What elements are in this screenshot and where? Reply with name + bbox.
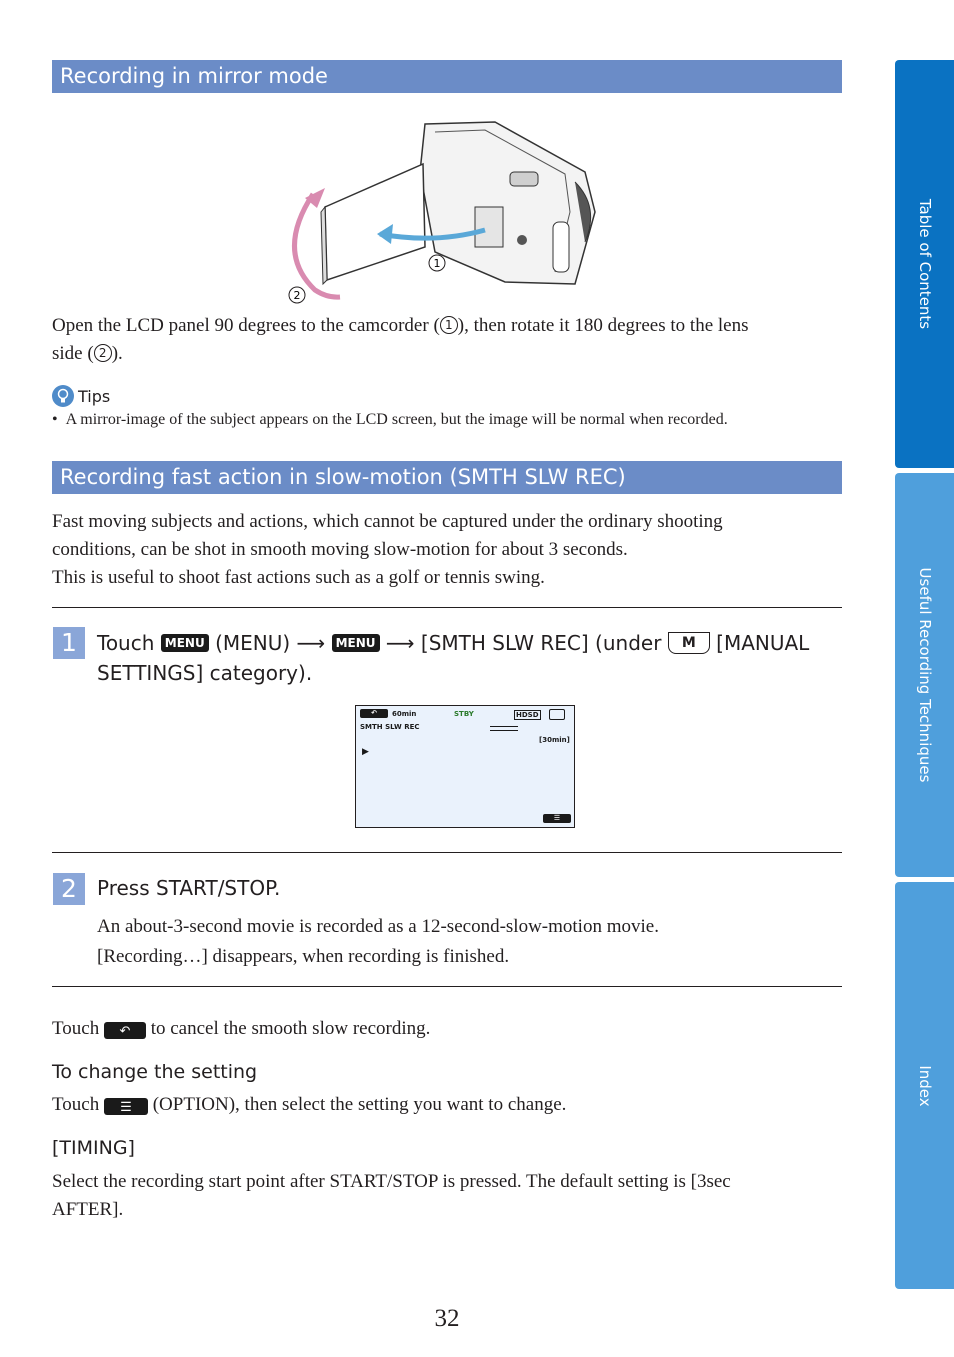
timing-description: Select the recording start point after START/STOP is pressed. The default setting is [3sec AFTER]. (52, 1171, 731, 1220)
option-icon[interactable]: ☰ (104, 1098, 148, 1115)
tab-table-of-contents[interactable] (895, 60, 954, 468)
lcd-screen-preview (355, 705, 575, 828)
circled-number-1: 1 (440, 316, 458, 334)
manual-settings-icon: M (668, 632, 710, 654)
remaining-time: [30min] (539, 736, 570, 744)
section-heading-slow-motion: Recording fast action in slow-motion (SMTH SLW REC) (52, 461, 842, 494)
timing-heading: [TIMING] (52, 1137, 135, 1159)
callout-2: 2 (293, 289, 301, 302)
tab-useful-recording-techniques[interactable] (895, 473, 954, 877)
lightbulb-icon (52, 385, 74, 407)
camcorder-illustration (285, 112, 605, 312)
mirror-mode-instructions: Open the LCD panel 90 degrees to the camcorder ( 1 ), then rotate it 180 degrees to the lens side ( 2 ). (52, 315, 749, 364)
section-heading-mirror: Recording in mirror mode (52, 60, 842, 93)
media-icon (549, 709, 565, 720)
quality-indicator: HDSD (516, 711, 539, 719)
menu-button[interactable]: MENU (161, 634, 209, 652)
focus-icon: ▶ (362, 747, 369, 757)
arrow-right-icon: ⟶ (296, 631, 326, 655)
standby-status: STBY (454, 710, 474, 718)
callout-1: 1 (433, 257, 441, 270)
step-2-description: An about-3-second movie is recorded as a 12-second-slow-motion movie. [Recording…] disappears, when recording is finished. (97, 916, 659, 967)
mode-label: SMTH SLW REC (360, 723, 420, 731)
page-number: 32 (434, 1305, 460, 1332)
menu-category-button[interactable]: MENU (332, 634, 380, 652)
slow-motion-description: Fast moving subjects and actions, which cannot be captured under the ordinary shooting conditions, can be shot in smooth moving slow-motion for about 3 seconds. This is useful to shoot fast actions such as a golf or tennis swing. (52, 511, 723, 588)
step-1-instruction: Touch MENU (MENU) ⟶ MENU ⟶ [SMTH SLW REC] (under M [MANUAL SETTINGS] category). (97, 631, 810, 685)
step-1-badge: 1 (53, 627, 85, 659)
level-indicator (490, 726, 518, 731)
tab-index[interactable] (895, 882, 954, 1289)
cancel-instructions: Touch ↶ to cancel the smooth slow recording. (52, 1018, 431, 1039)
tab-label: Index (915, 1064, 934, 1107)
change-setting-heading: To change the setting (52, 1061, 258, 1083)
tab-label: Useful Recording Techniques (915, 567, 934, 783)
divider (52, 607, 842, 608)
tips-heading: Tips (78, 386, 111, 406)
circled-number-2: 2 (94, 344, 112, 362)
back-button-icon: ↶ (360, 709, 388, 718)
battery-indicator: 60min (392, 710, 417, 718)
option-button-icon[interactable]: ☰ (543, 814, 571, 823)
step-2-title: Press START/STOP. (97, 876, 281, 900)
step-2-badge: 2 (53, 873, 85, 905)
tips-block (52, 385, 842, 429)
tab-label: Table of Contents (915, 198, 934, 330)
arrow-right-icon: ⟶ (385, 631, 415, 655)
back-arrow-icon[interactable]: ↶ (104, 1022, 146, 1039)
tips-item: • A mirror-image of the subject appears on the LCD screen, but the image will be normal when recorded. (52, 411, 728, 428)
change-setting-instructions: Touch ☰ (OPTION), then select the setting you want to change. (52, 1094, 567, 1115)
divider (52, 852, 842, 853)
divider (52, 986, 842, 987)
camcorder-mirror-figure (285, 112, 605, 312)
